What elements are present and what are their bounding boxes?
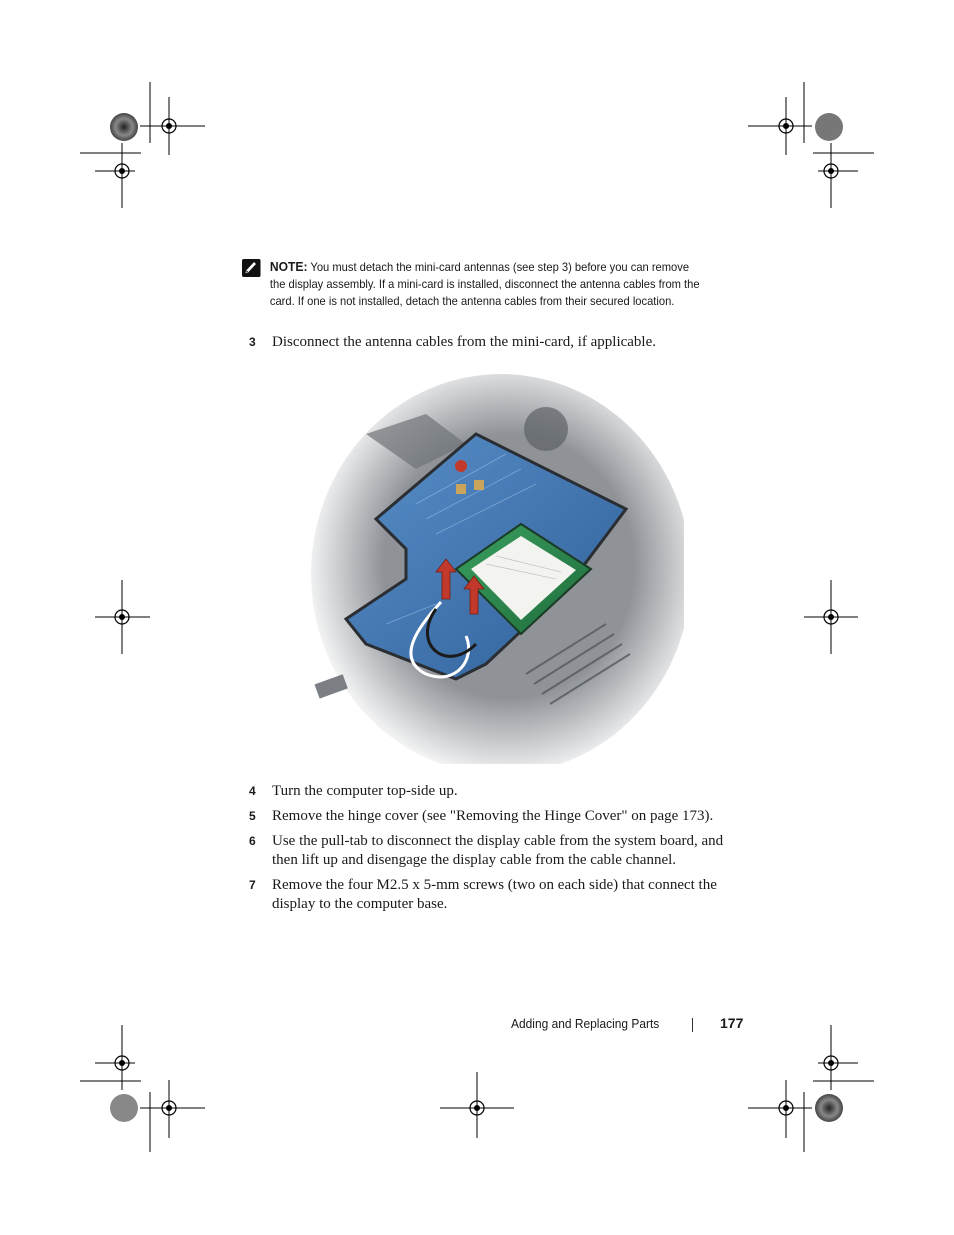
step-number: 3 (249, 335, 256, 349)
step-number: 6 (249, 834, 256, 848)
mini-card-antenna-illustration (306, 374, 684, 764)
pencil-note-icon (242, 259, 261, 277)
step-text: Turn the computer top-side up. (272, 783, 458, 799)
step-number: 4 (249, 784, 256, 798)
step-item (249, 876, 749, 914)
note-text (270, 258, 707, 310)
step-number: 5 (249, 809, 256, 823)
step-text: Disconnect the antenna cables from the mini-card, if applicable. (272, 334, 657, 350)
step-item (249, 807, 749, 826)
note-label: NOTE: (269, 259, 308, 274)
color-wheel-icon (815, 113, 843, 141)
step-item (249, 782, 749, 801)
note-body: You must detach the mini-card antennas (see step 3) before you can remove the display assembly. If a mini-card is installed, disconnect the antenna cables from the card. If one is not installed, detach the antenna cables from their secured location. (269, 260, 700, 308)
page-number: 177 (720, 1015, 744, 1031)
color-wheel-icon (110, 113, 138, 141)
note-block (242, 258, 707, 310)
step-number: 7 (249, 878, 256, 892)
step-text: Remove the four M2.5 x 5-mm screws (two on each side) that connect the display to the computer base. (272, 877, 717, 912)
step-text: Remove the hinge cover (see "Removing the Hinge Cover" on page 173). (272, 808, 714, 824)
step-item (249, 333, 749, 352)
footer-divider (692, 1018, 693, 1032)
step-text: Use the pull-tab to disconnect the display cable from the system board, and then lift up and disengage the display cable from the cable channel. (272, 833, 724, 868)
footer-section-title: Adding and Replacing Parts (511, 1016, 660, 1031)
color-wheel-icon (110, 1094, 138, 1122)
color-wheel-icon (815, 1094, 843, 1122)
step-item (249, 832, 749, 870)
